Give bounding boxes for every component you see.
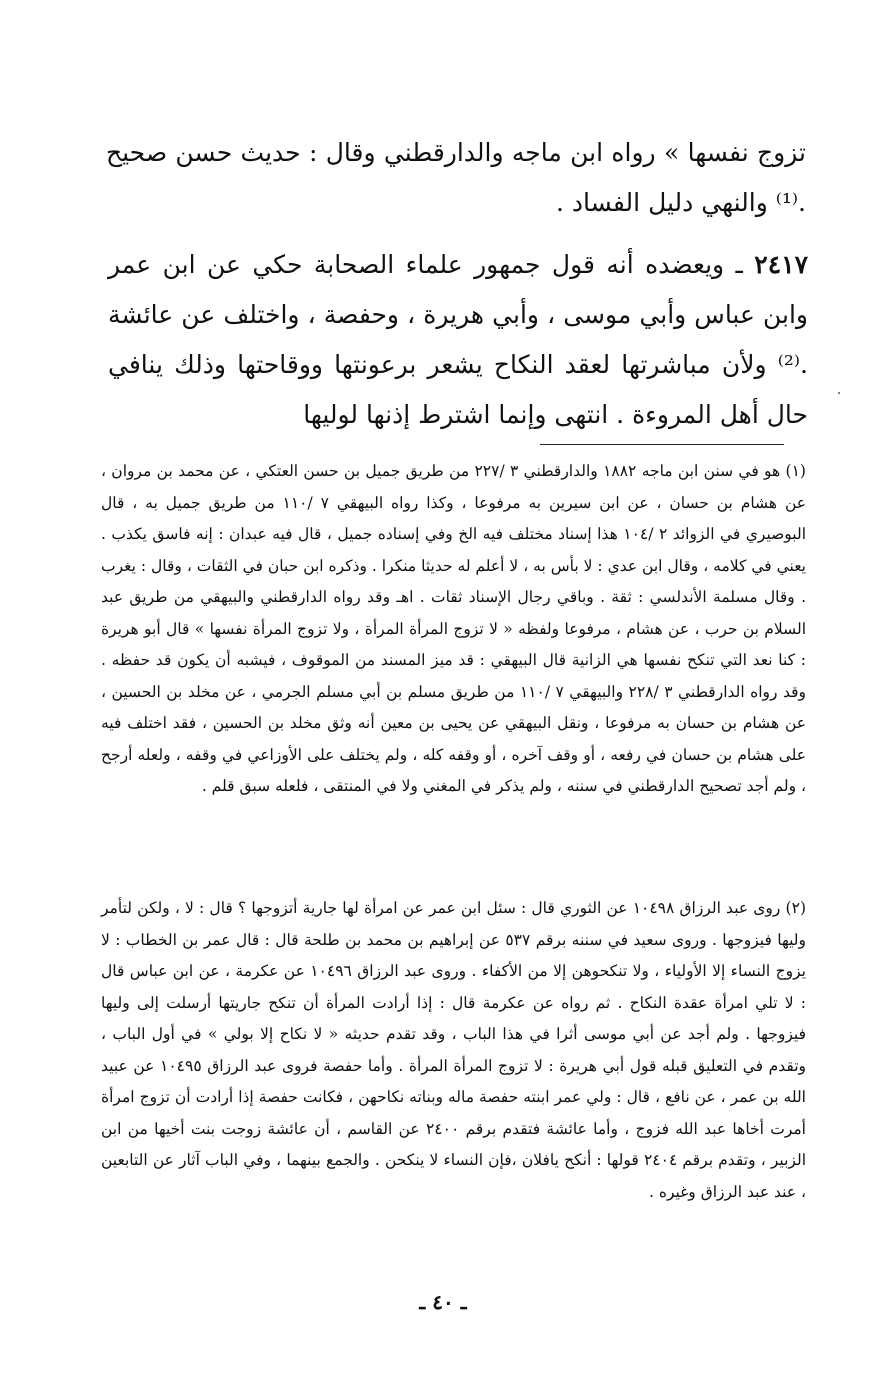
page-number: ـ ٤٠ ـ bbox=[419, 1290, 467, 1314]
main-paragraph-2 bbox=[108, 240, 808, 440]
footnote-1: (١) هو في سنن ابن ماجه ١٨٨٢ والدارقطني ٣ /٢٢٧ من طريق جميل بن حسن العتكي ، عن محمد بن مروان ، عن هشام بن حسان ، عن ابن سيرين به مرفوعا ، وكذا رواه البيهقي ٧ /١١٠ من طريق جميل به ، قال البوصيري في الزوائد ٢ /١٠٤ هذا إسناد مختلف فيه الخ وفي إسناده جميل ، قال فيه عبدان : إنه فاسق يكذب . يعني في كلامه ، وقال ابن عدي : لا بأس به ، لا أعلم له حديثا منكرا . وذكره ابن حبان في الثقات ، وقال : يغرب . وقال مسلمة الأندلسي : ثقة . وباقي رجال الإسناد ثقات . اهـ وقد رواه الدارقطني والبيهقي من طريق عبد السلام بن حرب ، عن هشام ، مرفوعا ولفظه « لا تزوج المرأة المرأة ، ولا تزوج المرأة نفسها » قال أبو هريرة : كنا نعد التي تنكح نفسها هي الزانية قال البيهقي : قد ميز المسند من الموقوف ، فيشبه أن يكون قد حفظه . وقد رواه الدارقطني ٣ /٢٢٨ والبيهقي ٧ /١١٠ من طريق مسلم بن أبي مسلم الجرمي ، عن مخلد بن الحسين ، عن هشام بن حسان به مرفوعا ، ونقل البيهقي عن يحيى بن معين أنه وثق مخلد بن الحسين ، فقد اختلف فيه على هشام بن حسان في رفعه ، أو وقف آخره ، أو وقفه كله ، ولم يختلف على الأوزاعي في وقفه ، ولعله أرجح ، ولم أجد تصحيح الدارقطني في سننه ، ولم يذكر في المغني ولا في المنتقى ، فلعله سبق قلم . bbox=[101, 462, 807, 795]
paragraph-number: ٢٤١٧ bbox=[754, 250, 808, 279]
footnote-separator bbox=[540, 444, 784, 445]
footnote-2: (٢) روى عبد الرزاق ١٠٤٩٨ عن الثوري قال : سئل ابن عمر عن امرأة لها جارية أتزوجها ؟ قال : لا ، ولكن لتأمر وليها فيزوجها . وروى سعيد في سننه برقم ٥٣٧ عن إبراهيم بن محمد بن طلحة قال : قال عمر بن الخطاب : لا يزوج النساء إلا الأولياء ، ولا تنكحوهن إلا من الأكفاء . وروى عبد الرزاق ١٠٤٩٦ عن عكرمة ، عن ابن عباس قال : لا تلي امرأة عقدة النكاح . ثم رواه عن عكرمة قال : إذا أرادت المرأة أن تنكح جاريتها أرسلت إلى وليها فيزوجها . ولم أجد عن أبي موسى أثرا في هذا الباب ، وقد تقدم حديثه « لا نكاح إلا بولي » في أول الباب ، وتقدم في التعليق قبله قول أبي هريرة : لا تزوج المرأة المرأة . وأما حفصة فروى عبد الرزاق ١٠٤٩٥ عن عبيد الله بن عمر ، عن نافع ، قال : ولي عمر ابنته حفصة ماله وبناته نكاحهن ، فكانت حفصة إذا أرادت أن تزوج امرأة أمرت أخاها عبد الله فزوج ، وأما عائشة فتقدم برقم ٢٤٠٠ عن القاسم ، أن عائشة زوجت بنت أخيها من ابن الزبير ، وتقدم برقم ٢٤٠٤ قولها : أنكح يافلان ،فإن النساء لا ينكحن . والجمع بينهما ، وفي الباب آثار عن التابعين ، عند عبد الرزاق وغيره . bbox=[101, 899, 806, 1201]
paragraph-text: ـ ويعضده أنه قول جمهور علماء الصحابة حكي عن ابن عمر وابن عباس وأبي موسى ، وأبي هريرة ، وحفصة ، واختلف عن عائشة .⁽²⁾ ولأن مباشرتها لعقد النكاح يشعر برعونتها ووقاحتها وذلك ينافي حال أهل المروءة . انتهى وإنما اشترط إذنها لوليها bbox=[108, 250, 808, 429]
main-paragraph-1: تزوج نفسها » رواه ابن ماجه والدارقطني وقال : حديث حسن صحيح .⁽¹⁾ والنهي دليل الفساد . bbox=[106, 138, 806, 217]
margin-dot bbox=[838, 392, 840, 394]
